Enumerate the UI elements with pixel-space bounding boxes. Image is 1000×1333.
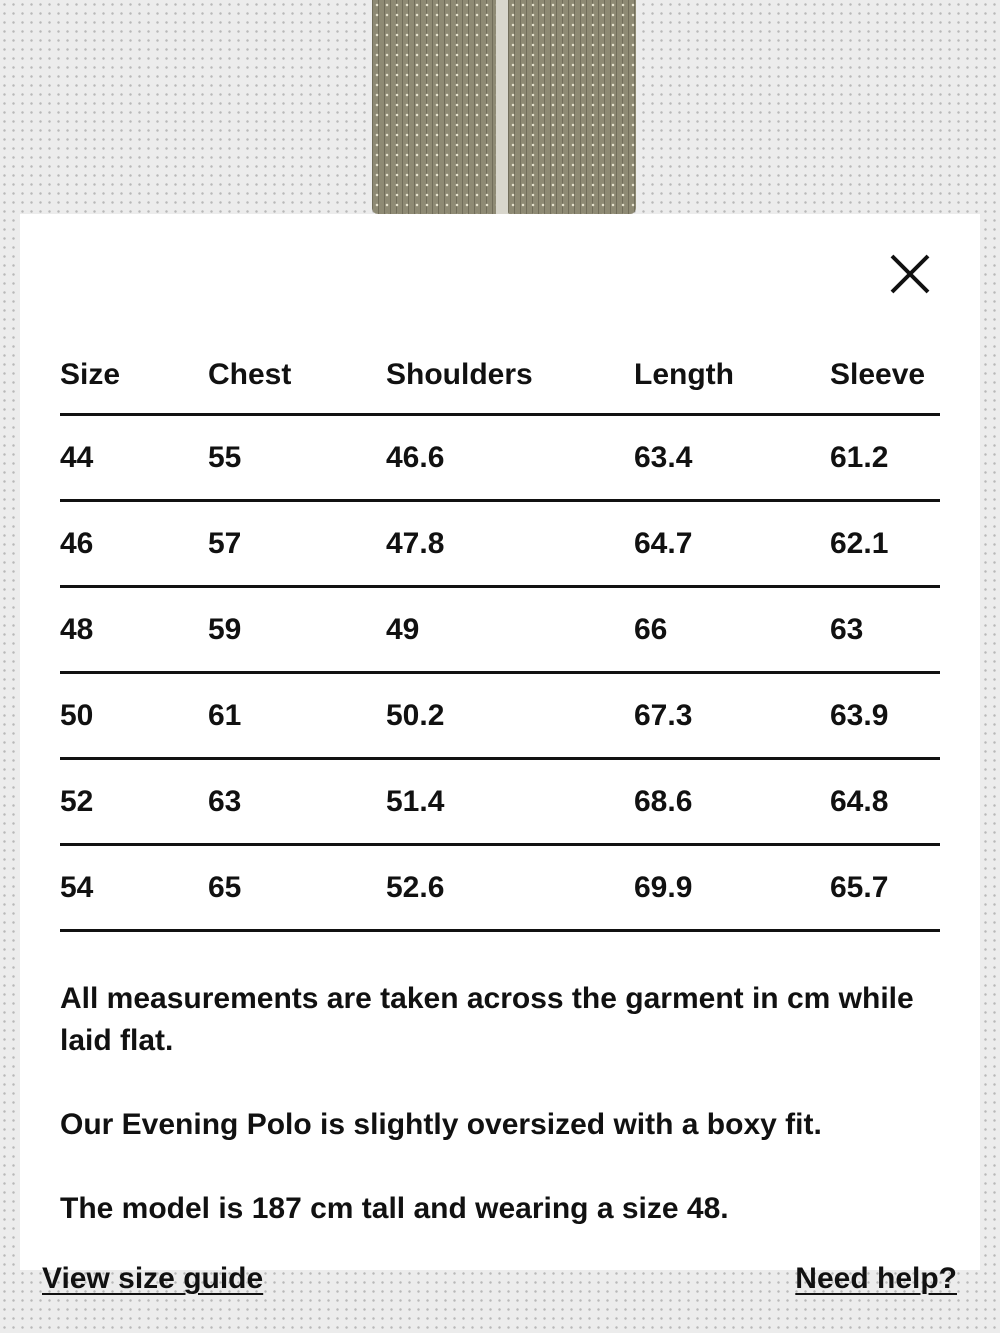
- table-row: [60, 844, 940, 930]
- column-header-length: Length: [634, 336, 830, 414]
- table-header-row: [60, 336, 940, 414]
- cell-length: 63.4: [634, 414, 830, 500]
- cell-length: 66: [634, 586, 830, 672]
- measurement-note: All measurements are taken across the garment in cm while laid flat.: [60, 982, 914, 1057]
- cell-shoulders: 50.2: [386, 672, 634, 758]
- need-help-link[interactable]: Need help?: [795, 1262, 957, 1295]
- cell-chest: 59: [208, 586, 386, 672]
- cell-length: 64.7: [634, 500, 830, 586]
- cell-sleeve: 65.7: [830, 844, 940, 930]
- product-photo-right-leg: [508, 0, 636, 214]
- view-size-guide-link[interactable]: View size guide: [42, 1262, 264, 1295]
- cell-length: 68.6: [634, 758, 830, 844]
- table-row: [60, 758, 940, 844]
- cell-size: 46: [60, 500, 208, 586]
- product-photo-left-leg: [372, 0, 500, 214]
- column-header-chest: Chest: [208, 336, 386, 414]
- cell-chest: 63: [208, 758, 386, 844]
- table-row: [60, 586, 940, 672]
- cell-size: 54: [60, 844, 208, 930]
- cell-size: 52: [60, 758, 208, 844]
- table-row: [60, 414, 940, 500]
- cell-length: 67.3: [634, 672, 830, 758]
- cell-shoulders: 52.6: [386, 844, 634, 930]
- cell-size: 50: [60, 672, 208, 758]
- cell-size: 44: [60, 414, 208, 500]
- cell-sleeve: 63: [830, 586, 940, 672]
- table-row: [60, 672, 940, 758]
- product-photo: [368, 0, 640, 214]
- model-note: The model is 187 cm tall and wearing a size 48.: [60, 1192, 729, 1225]
- cell-sleeve: 63.9: [830, 672, 940, 758]
- cell-chest: 61: [208, 672, 386, 758]
- cell-sleeve: 61.2: [830, 414, 940, 500]
- cell-shoulders: 47.8: [386, 500, 634, 586]
- table-row: [60, 500, 940, 586]
- cell-size: 48: [60, 586, 208, 672]
- size-chart-modal: [20, 214, 980, 1270]
- cell-chest: 57: [208, 500, 386, 586]
- cell-chest: 65: [208, 844, 386, 930]
- cell-chest: 55: [208, 414, 386, 500]
- cell-length: 69.9: [634, 844, 830, 930]
- cell-sleeve: 64.8: [830, 758, 940, 844]
- close-icon: [886, 250, 934, 298]
- cell-shoulders: 46.6: [386, 414, 634, 500]
- cell-sleeve: 62.1: [830, 500, 940, 586]
- close-button[interactable]: [886, 250, 934, 298]
- column-header-size: Size: [60, 336, 208, 414]
- column-header-shoulders: Shoulders: [386, 336, 634, 414]
- size-table: [60, 336, 940, 932]
- cell-shoulders: 49: [386, 586, 634, 672]
- column-header-sleeve: Sleeve: [830, 336, 940, 414]
- fit-note: Our Evening Polo is slightly oversized with a boxy fit.: [60, 1108, 822, 1141]
- cell-shoulders: 51.4: [386, 758, 634, 844]
- fit-notes: [60, 978, 940, 1272]
